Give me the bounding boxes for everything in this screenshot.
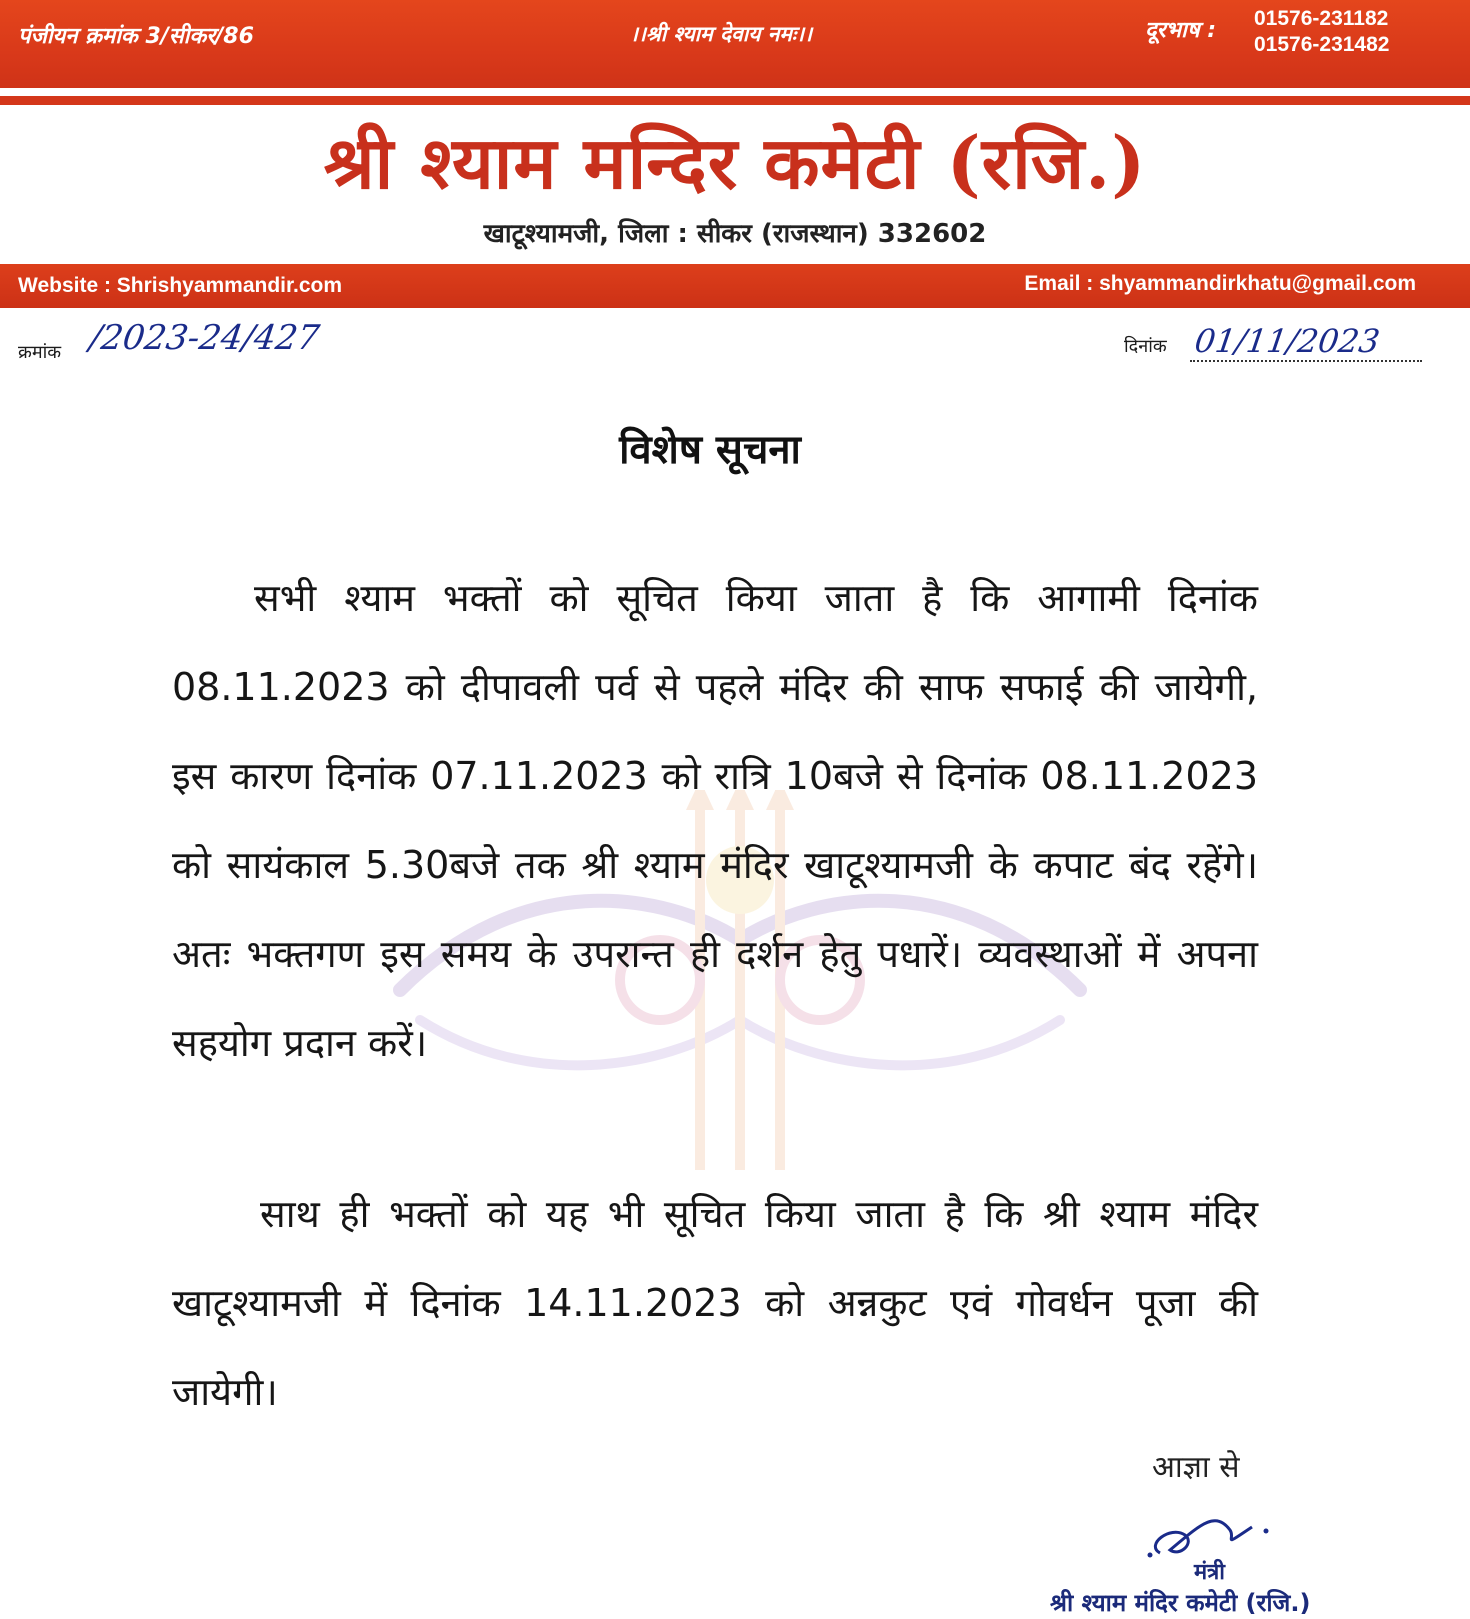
- date-label: दिनांक: [1124, 336, 1167, 357]
- signatory-title: मंत्री: [1194, 1560, 1225, 1585]
- header-band: [0, 0, 1470, 88]
- reference-row: [0, 318, 1470, 378]
- date-value: 01/11/2023: [1192, 322, 1383, 360]
- phone-numbers: [1254, 6, 1389, 58]
- notice-paragraph-1: सभी श्याम भक्तों को सूचित किया जाता है कि आगामी दिनांक 08.11.2023 को दीपावली पर्व से पहले मंदिर की साफ सफाई की जायेगी, इस कारण दिनांक 07.11.2023 को रात्रि 10बजे से दिनांक 08.11.2023 को सायंकाल 5.30बजे तक श्री श्याम मंदिर खाटूश्यामजी के कपाट बंद रहेंगे। अतः भक्तगण इस समय के उपरान्त ही दर्शन हेतु पधारें। व्यवस्थाओं में अपना सहयोग प्रदान करें।: [172, 576, 1258, 1065]
- reference-number: /2023-24/427: [87, 318, 322, 358]
- organization-address: खाटूश्यामजी, जिला : सीकर (राजस्थान) 332602: [483, 219, 987, 249]
- date-dotted-line: [1190, 360, 1422, 362]
- notice-paragraph-2: साथ ही भक्तों को यह भी सूचित किया जाता है कि श्री श्याम मंदिर खाटूश्यामजी में दिनांक 14.11.2023 को अन्नकुट एवं गोवर्धन पूजा की जायेगी।: [172, 1192, 1258, 1414]
- reference-label: क्रमांक: [18, 342, 62, 363]
- invocation-text: ।।श्री श्याम देवाय नमः।।: [630, 22, 813, 46]
- header-divider: [0, 96, 1470, 105]
- phone-number-1: 01576-231182: [1254, 7, 1389, 30]
- organization-name: श्री श्याम मन्दिर कमेटी (रजि.): [323, 120, 1147, 205]
- notice-title: विशेष सूचना: [619, 427, 801, 473]
- signatory-organization: श्री श्याम मंदिर कमेटी (रजि.): [1050, 1589, 1311, 1617]
- email-text: Email : shyammandirkhatu@gmail.com: [1024, 272, 1416, 295]
- phone-number-2: 01576-231482: [1254, 33, 1390, 56]
- phone-label: दूरभाष :: [1145, 18, 1217, 43]
- contact-band: [0, 264, 1470, 308]
- by-order-text: आज्ञा से: [1152, 1450, 1240, 1485]
- registration-number: पंजीयन क्रमांक 3/सीकर/86: [18, 24, 254, 49]
- website-text: Website : Shrishyammandir.com: [18, 274, 343, 297]
